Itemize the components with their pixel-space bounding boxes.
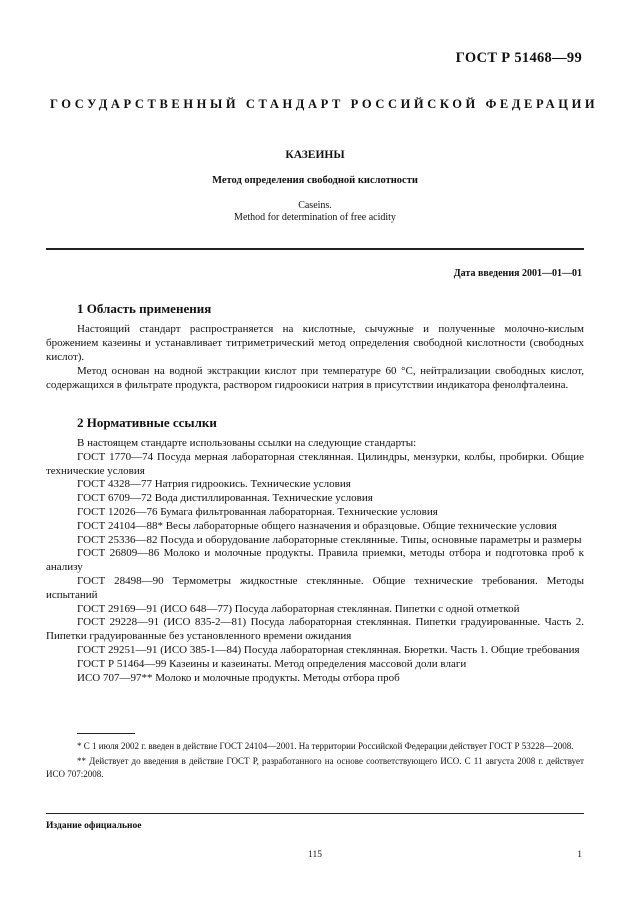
footnote-2: ** Действует до введения в действие ГОСТ Р, разработанного на основе соответствующего ИСО. С 11 августа 2008 г. действует ИСО 707:2008.: [46, 756, 584, 779]
reference-item: ГОСТ Р 51464—99 Казеины и казеинаты. Метод определения массовой доли влаги: [77, 657, 467, 670]
reference-item: ГОСТ 6709—72 Вода дистиллированная. Технические условия: [77, 492, 373, 505]
reference-item: ГОСТ 4328—77 Натрия гидроокись. Технические условия: [77, 478, 351, 491]
reference-item: ГОСТ 12026—76 Бумага фильтрованная лабораторная. Технические условия: [77, 505, 438, 518]
references-list: [46, 437, 584, 685]
footnote-divider: [77, 733, 135, 734]
section-1-heading: 1 Область применения: [77, 301, 212, 316]
section-1-paragraph-2: Метод основан на водной экстракции кислот при температуре 60 °С, нейтрализации свободных кислот, содержащихся в фильтрате продукта, раствором гидроокиси натрия в присутствии индикатора фенолфталеина.: [46, 365, 584, 391]
reference-item: ИСО 707—97** Молоко и молочные продукты. Методы отбора проб: [77, 671, 400, 684]
page-number-right: 1: [577, 850, 582, 860]
reference-item: ГОСТ 26809—86 Молоко и молочные продукты. Правила приемки, методы отбора и подготовка проб к анализу: [46, 547, 584, 574]
reference-item: ГОСТ 24104—88* Весы лабораторные общего назначения и образцовые. Общие технические условия: [77, 519, 557, 532]
section-2-heading: 2 Нормативные ссылки: [77, 415, 217, 430]
english-title: [0, 200, 630, 224]
footnotes: [46, 740, 584, 783]
reference-item: ГОСТ 1770—74 Посуда мерная лабораторная стеклянная. Цилиндры, мензурки, колбы, пробирки. Общие технические условия: [46, 450, 584, 477]
introduction-date: Дата введения 2001—01—01: [453, 268, 582, 279]
edition-label: Издание официальное: [46, 821, 142, 831]
state-standard-title: ГОСУДАРСТВЕННЫЙ СТАНДАРТ РОССИЙСКОЙ ФЕДЕРАЦИИ: [50, 97, 599, 111]
standard-subtitle: Метод определения свободной кислотности: [212, 175, 418, 186]
page-number-center: 115: [308, 850, 322, 860]
references-intro: В настоящем стандарте использованы ссылки на следующие стандарты:: [77, 437, 417, 449]
english-title-line-2: Method for determination of free acidity: [234, 212, 396, 223]
top-divider: [46, 248, 584, 250]
reference-item: ГОСТ 29228—91 (ИСО 835-2—81) Посуда лабораторная стеклянная. Пипетки градуированные. Часть 2. Пипетки градуированные без установленного времени ожидания: [46, 616, 584, 643]
footnote-1: * С 1 июля 2002 г. введен в действие ГОСТ 24104—2001. На территории Российской Федерации действует ГОСТ Р 53228—2008.: [77, 741, 574, 751]
document-code: ГОСТ Р 51468—99: [455, 50, 582, 66]
bottom-divider: [46, 813, 584, 814]
section-1-paragraph-1: Настоящий стандарт распространяется на кислотные, сычужные и полученные молочно-кислым брожением казеины и устанавливает титриметрический метод определения свободной кислотности (свободных кислот).: [46, 323, 584, 363]
reference-item: ГОСТ 29251—91 (ИСО 385-1—84) Посуда лабораторная стеклянная. Бюретки. Часть 1. Общие требования: [77, 643, 580, 656]
english-title-line-1: Caseins.: [298, 200, 332, 211]
reference-item: ГОСТ 29169—91 (ИСО 648—77) Посуда лабораторная стеклянная. Пипетки с одной отметкой: [77, 602, 520, 615]
standard-title: КАЗЕИНЫ: [285, 149, 345, 161]
reference-item: ГОСТ 28498—90 Термометры жидкостные стеклянные. Общие технические требования. Методы испытаний: [46, 574, 584, 601]
reference-item: ГОСТ 25336—82 Посуда и оборудование лабораторные стеклянные. Типы, основные параметры и размеры: [77, 533, 582, 546]
